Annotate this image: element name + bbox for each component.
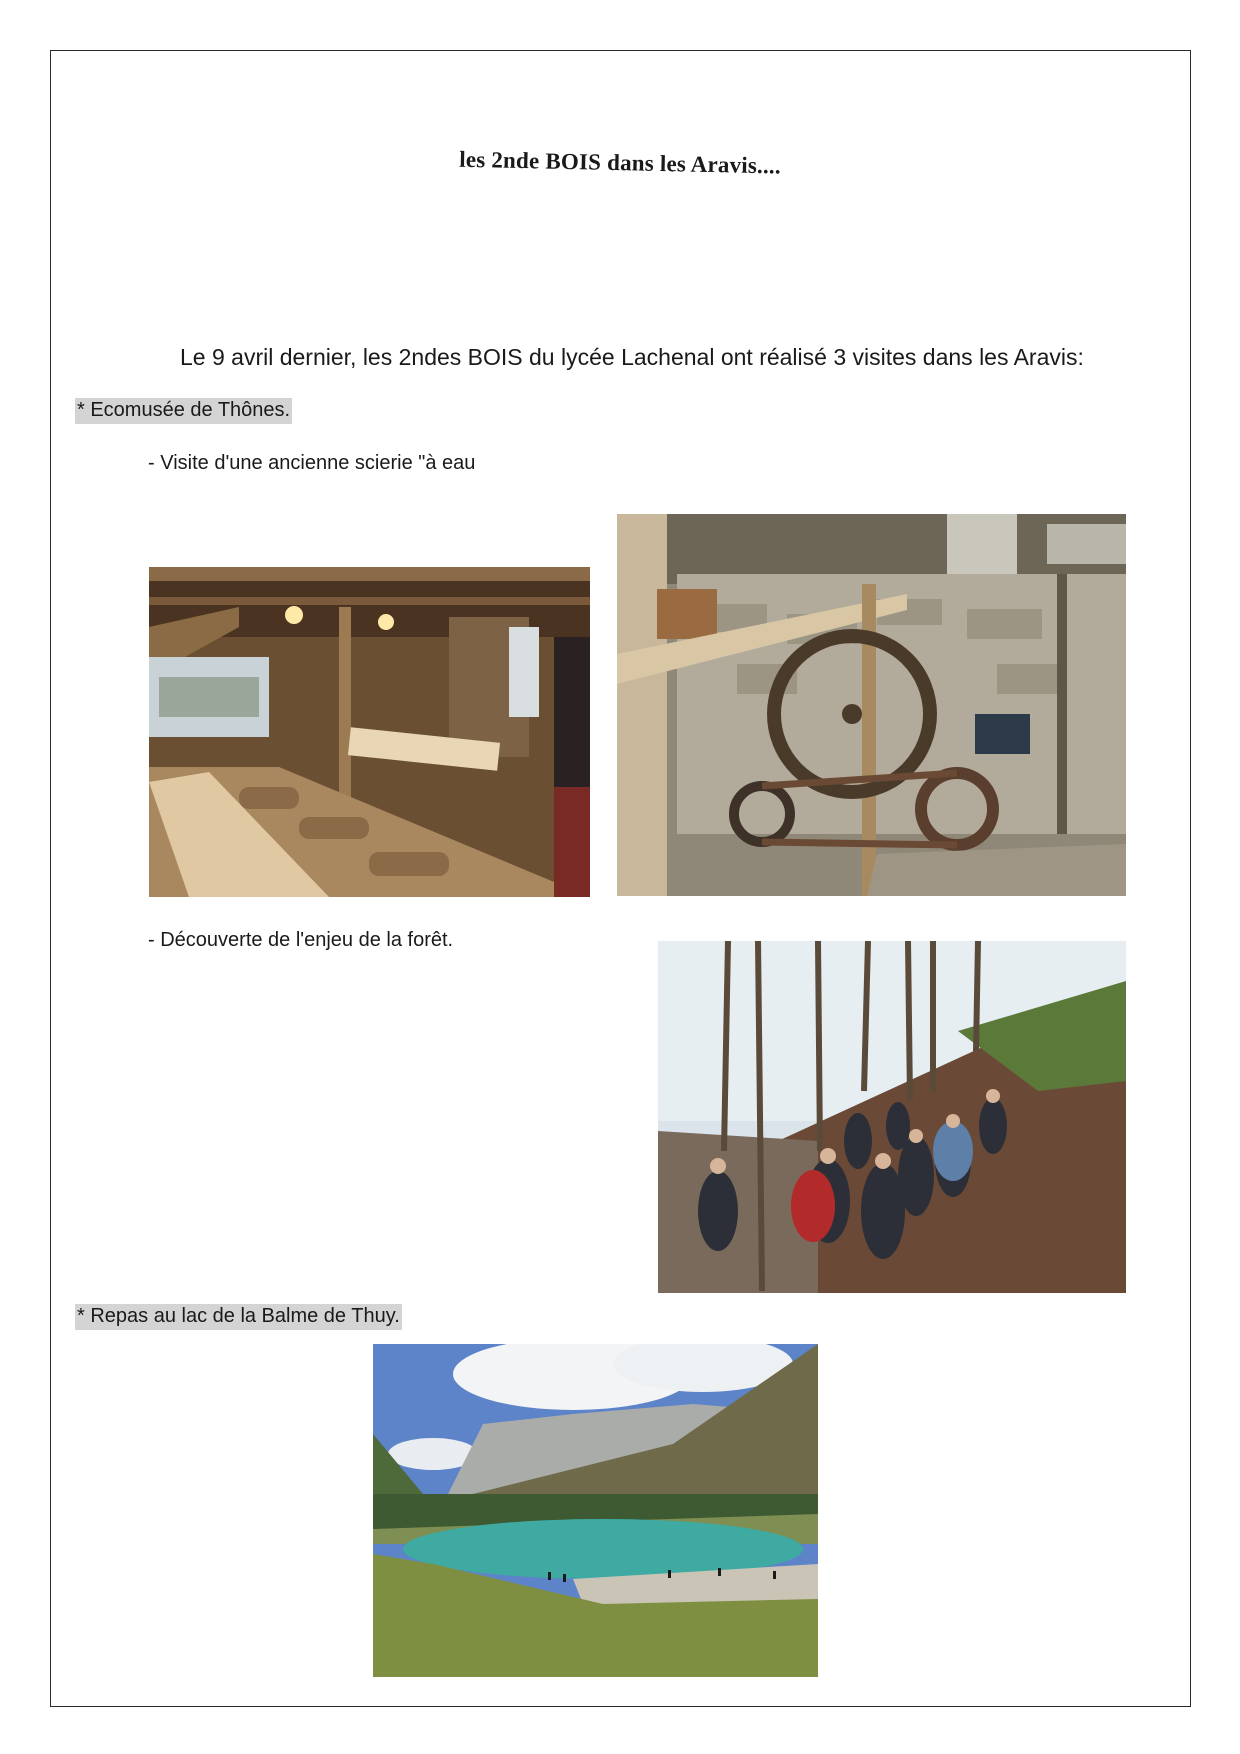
- section-heading-ecomusee: * Ecomusée de Thônes.: [75, 398, 292, 424]
- forest-group-photo: [658, 941, 1126, 1293]
- lake-photo: [373, 1344, 818, 1677]
- list-item-forest: - Découverte de l'enjeu de la forêt.: [148, 929, 454, 951]
- list-item-sawmill-visit: - Visite d'une ancienne scierie "à eau: [148, 452, 476, 474]
- sawmill-mechanism-photo: [617, 514, 1126, 896]
- document-title: les 2nde BOIS dans les Aravis....: [459, 146, 782, 179]
- intro-paragraph: Le 9 avril dernier, les 2ndes BOIS du lycée Lachenal ont réalisé 3 visites dans les Aravis:: [180, 344, 1084, 370]
- section-heading-repas: * Repas au lac de la Balme de Thuy.: [75, 1304, 402, 1330]
- sawmill-interior-photo: [149, 567, 590, 897]
